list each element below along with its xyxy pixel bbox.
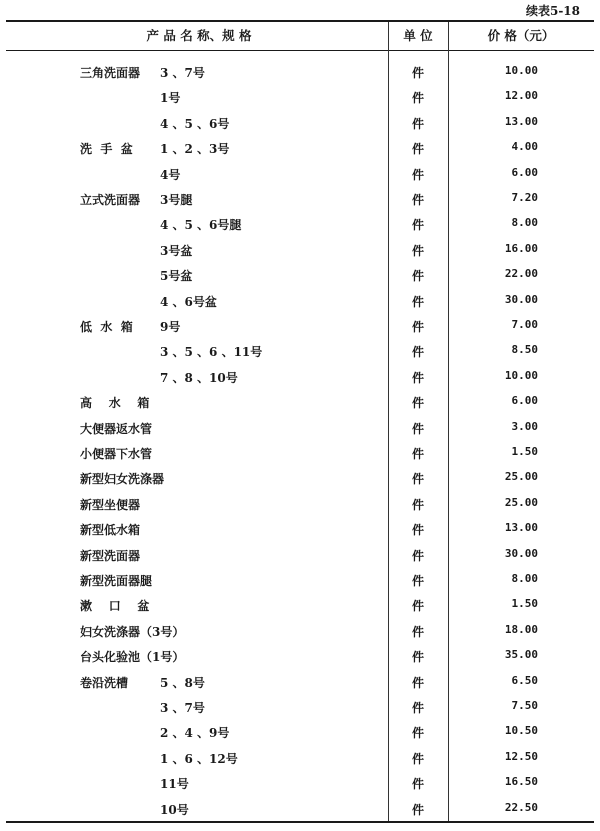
row-unit: 件: [411, 396, 424, 411]
row-unit: 件: [411, 751, 424, 766]
row-spec: 3 、7号: [160, 66, 205, 80]
row-price: 35.00: [504, 648, 538, 662]
row-price: 25.00: [504, 470, 538, 484]
row-spec: 10号: [160, 802, 189, 817]
row-unit: 件: [411, 167, 424, 182]
table-row: [0, 439, 600, 465]
row-category: 新型坐便器: [80, 497, 141, 512]
row-unit: 件: [411, 421, 424, 436]
table-row: [0, 261, 600, 287]
row-price: 18.00: [504, 622, 538, 636]
row-category: 漱 口 盆: [80, 599, 150, 614]
row-price: 6.50: [511, 673, 538, 687]
row-unit: 件: [411, 802, 424, 817]
row-spec: 3 、7号: [160, 701, 205, 715]
row-unit: 件: [411, 726, 424, 741]
row-unit: 件: [411, 243, 424, 258]
row-category: 小便器下水管: [80, 447, 153, 461]
row-spec: 4 、6号盆: [160, 294, 217, 309]
row-price: 8.50: [511, 343, 538, 357]
table-row: [0, 363, 600, 389]
row-category: 大便器返水管: [80, 421, 153, 436]
table-row: [0, 490, 600, 516]
row-unit: 件: [411, 370, 424, 385]
table-row: [0, 541, 600, 567]
row-unit: 件: [411, 777, 424, 792]
row-unit: 件: [411, 116, 424, 131]
row-category: 低 水 箱: [80, 320, 133, 334]
header-unit: 单 位: [403, 28, 433, 43]
table-row: [0, 185, 600, 211]
row-price: 7.50: [511, 699, 538, 712]
table-caption: 续表5-18: [525, 4, 580, 18]
row-spec: 4 、5 、6号腿: [160, 218, 242, 233]
row-spec: 7 、8 、10号: [160, 370, 238, 385]
table-row: [0, 464, 600, 490]
table-row: [0, 210, 600, 236]
row-spec: 1 、2 、3号: [160, 142, 230, 157]
row-unit: 件: [411, 193, 424, 207]
row-spec: 5 、8号: [160, 675, 205, 690]
row-spec: 5号盆: [160, 269, 193, 284]
row-price: 16.00: [504, 241, 538, 255]
table-row: [0, 744, 600, 770]
row-unit: 件: [411, 345, 424, 360]
table-row: [0, 58, 600, 84]
row-unit: 件: [411, 624, 424, 639]
top-rule: [6, 20, 594, 22]
row-unit: 件: [411, 675, 424, 690]
row-category: 卷沿洗槽: [80, 675, 129, 690]
row-price: 8.00: [511, 216, 538, 230]
row-price: 30.00: [504, 292, 538, 306]
row-spec: 4 、5 、6号: [160, 116, 230, 131]
row-category: 新型妇女洗涤器: [80, 472, 165, 487]
table-row: [0, 769, 600, 795]
row-unit: 件: [411, 701, 424, 715]
row-category: 新型洗面器腿: [80, 574, 153, 588]
row-spec: 4号: [160, 167, 181, 182]
row-category: 洗 手 盆: [80, 142, 133, 157]
table-row: [0, 795, 600, 821]
row-price: 25.00: [504, 495, 538, 509]
row-unit: 件: [411, 650, 424, 665]
row-price: 13.00: [504, 521, 538, 535]
row-price: 7.20: [511, 191, 538, 204]
row-unit: 件: [411, 66, 424, 80]
row-price: 10.00: [504, 368, 538, 382]
row-unit: 件: [411, 320, 424, 334]
row-unit: 件: [411, 447, 424, 461]
table-row: [0, 109, 600, 135]
row-unit: 件: [411, 472, 424, 487]
row-category: 新型洗面器: [80, 548, 141, 563]
row-price: 1.50: [511, 445, 538, 458]
row-unit: 件: [411, 497, 424, 512]
row-unit: 件: [411, 599, 424, 614]
table-row: [0, 160, 600, 186]
header-rule: [6, 50, 594, 51]
table-row: [0, 236, 600, 262]
table-row: [0, 668, 600, 694]
row-price: 12.50: [504, 749, 538, 763]
table-row: [0, 718, 600, 744]
row-price: 7.00: [511, 318, 538, 331]
table-row: [0, 312, 600, 338]
row-spec: 3号腿: [160, 193, 193, 207]
row-spec: 2 、4 、9号: [160, 726, 230, 741]
table-row: [0, 515, 600, 541]
row-price: 13.00: [504, 114, 538, 128]
header-price: 价 格（元）: [487, 28, 555, 43]
bottom-rule: [6, 821, 594, 823]
table-row: [0, 287, 600, 313]
row-category: 妇女洗涤器（3号）: [80, 624, 185, 639]
row-price: 10.00: [504, 64, 538, 77]
row-spec: 3号盆: [160, 243, 193, 258]
row-price: 6.00: [511, 394, 538, 408]
table-row: [0, 388, 600, 414]
table-row: [0, 566, 600, 592]
row-category: 高 水 箱: [80, 396, 150, 411]
row-price: 22.50: [504, 800, 538, 814]
row-price: 22.00: [504, 267, 538, 281]
table-row: [0, 693, 600, 719]
table-row: [0, 337, 600, 363]
row-unit: 件: [411, 269, 424, 284]
row-spec: 9号: [160, 320, 181, 334]
row-price: 10.50: [504, 724, 538, 738]
row-unit: 件: [411, 294, 424, 309]
row-price: 3.00: [511, 419, 538, 433]
table-row: [0, 134, 600, 160]
row-price: 12.00: [504, 89, 538, 103]
row-unit: 件: [411, 91, 424, 106]
row-unit: 件: [411, 142, 424, 157]
table-row: [0, 414, 600, 440]
row-price: 4.00: [511, 140, 538, 154]
row-spec: 11号: [160, 777, 189, 792]
header-product: 产 品 名 称、规 格: [146, 28, 252, 43]
table-row: [0, 83, 600, 109]
table-row: [0, 617, 600, 643]
row-category: 新型低水箱: [80, 523, 141, 538]
row-unit: 件: [411, 218, 424, 233]
table-row: [0, 642, 600, 668]
row-unit: 件: [411, 574, 424, 588]
row-unit: 件: [411, 548, 424, 563]
row-price: 8.00: [511, 572, 538, 585]
row-category: 台头化验池（1号）: [80, 650, 185, 665]
row-price: 16.50: [504, 775, 538, 789]
row-category: 三角洗面器: [80, 66, 141, 80]
table-row: [0, 591, 600, 617]
row-category: 立式洗面器: [80, 193, 141, 207]
row-price: 6.00: [511, 165, 538, 179]
row-price: 1.50: [511, 597, 538, 611]
row-unit: 件: [411, 523, 424, 538]
row-spec: 1号: [160, 91, 181, 106]
row-price: 30.00: [504, 546, 538, 560]
row-spec: 3 、5 、6 、11号: [160, 345, 263, 360]
row-spec: 1 、6 、12号: [160, 751, 238, 766]
